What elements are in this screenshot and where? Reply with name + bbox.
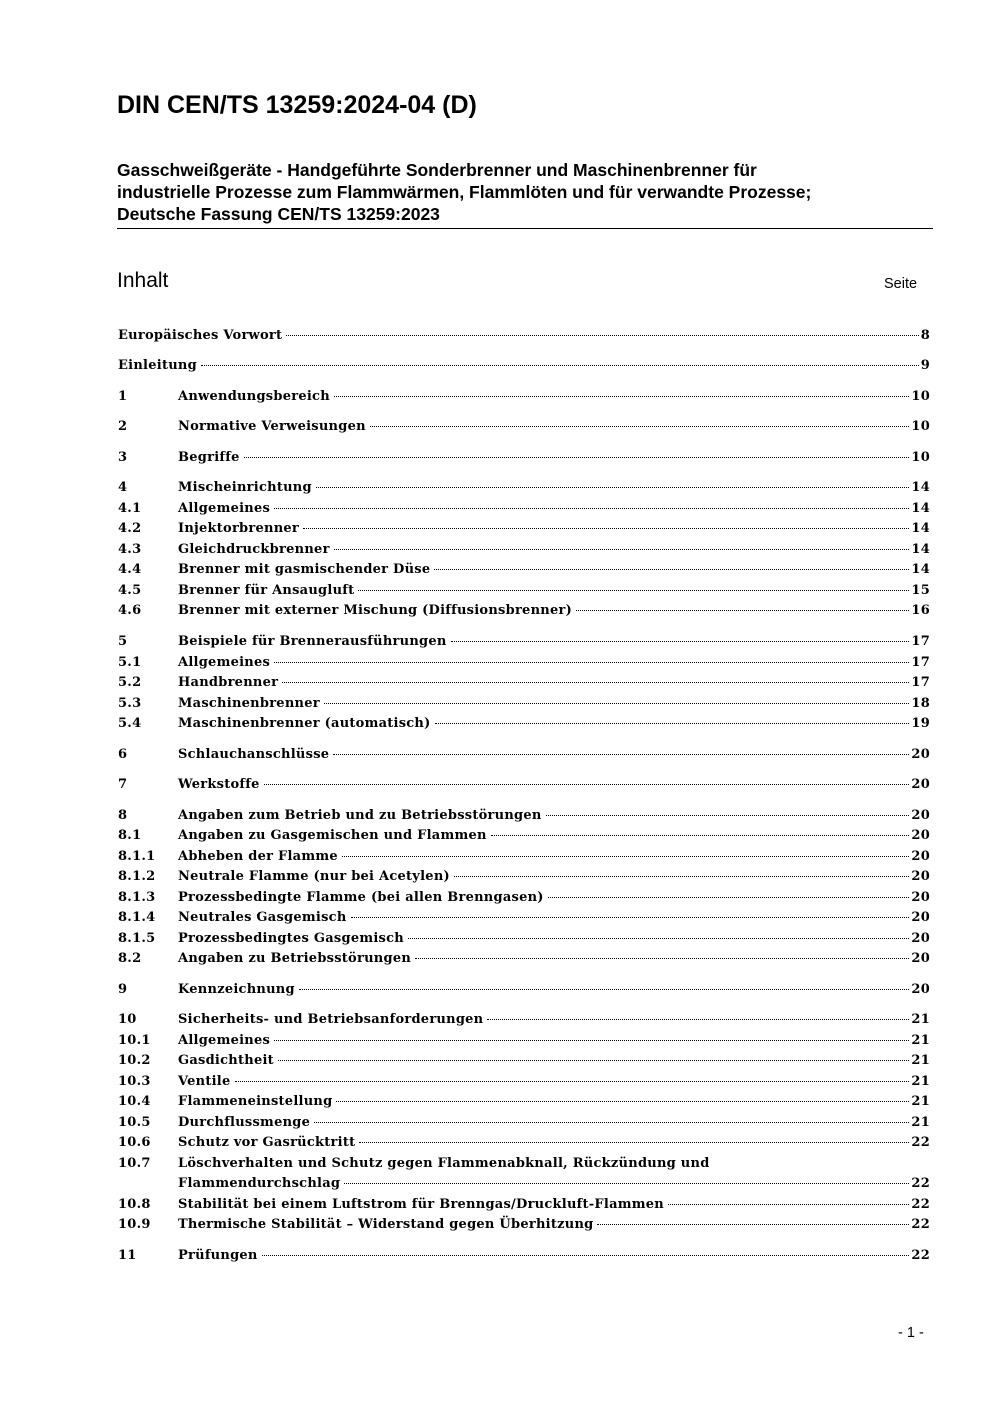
toc-entry[interactable] [118, 775, 930, 795]
toc-leader-dots [201, 365, 919, 366]
toc-entry[interactable] [118, 478, 930, 498]
toc-leader-dots [597, 1224, 909, 1225]
toc-leader-dots [415, 958, 909, 959]
page-column-label: Seite [884, 276, 918, 292]
toc-entry[interactable] [118, 519, 930, 539]
toc-entry[interactable] [118, 1246, 930, 1266]
toc-entry-page: 10 [911, 450, 930, 465]
toc-entry-title: Thermische Stabilität – Widerstand gegen Überhitzung [178, 1217, 594, 1232]
toc-entry-page: 20 [911, 982, 930, 997]
toc-entry-page: 21 [911, 1033, 930, 1048]
toc-entry[interactable] [118, 867, 930, 887]
title-line: Deutsche Fassung CEN/TS 13259:2023 [117, 204, 440, 224]
toc-entry[interactable] [118, 714, 930, 734]
toc-leader-dots [359, 1142, 909, 1143]
toc-entry-number: 4 [118, 480, 128, 495]
toc-entry-page: 22 [911, 1217, 930, 1232]
toc-leader-dots [334, 549, 910, 550]
toc-entry-number: 1 [118, 389, 128, 404]
toc-entry-title: Schlauchanschlüsse [178, 747, 330, 762]
toc-entry[interactable] [118, 1031, 930, 1051]
toc-leader-dots [454, 876, 909, 877]
toc-entry[interactable] [118, 1215, 930, 1235]
toc-entry-number: 10 [118, 1012, 137, 1027]
toc-entry-page: 20 [911, 931, 930, 946]
toc-entry[interactable] [118, 1113, 930, 1133]
toc-leader-dots [576, 610, 909, 611]
toc-entry-page: 21 [911, 1074, 930, 1089]
toc-leader-dots [435, 723, 910, 724]
toc-entry-page: 10 [911, 419, 930, 434]
toc-leader-dots [351, 917, 910, 918]
toc-entry-page: 17 [911, 655, 930, 670]
toc-entry[interactable] [118, 448, 930, 468]
toc-leader-dots [299, 989, 910, 990]
toc-entry-title: Sicherheits- und Betriebsanforderungen [178, 1012, 484, 1027]
toc-leader-dots [316, 487, 910, 488]
toc-entry-title: Ventile [178, 1074, 231, 1089]
toc-leader-dots [333, 754, 909, 755]
toc-entry-number: 4.3 [118, 542, 142, 557]
toc-entry-page: 19 [911, 716, 930, 731]
toc-entry-page: 20 [911, 910, 930, 925]
toc-entry-number: 10.6 [118, 1135, 151, 1150]
toc-leader-dots [342, 856, 910, 857]
toc-entry-title: Werkstoffe [178, 777, 260, 792]
toc-entry-page: 22 [911, 1197, 930, 1212]
toc-entry-title: Brenner mit externer Mischung (Diffusionsbrenner) [178, 603, 572, 618]
toc-entry-number: 10.1 [118, 1033, 151, 1048]
toc-entry-page: 20 [911, 747, 930, 762]
toc-entry[interactable] [118, 949, 930, 969]
toc-entry[interactable] [118, 745, 930, 765]
toc-entry-title: Beispiele für Brennerausführungen [178, 634, 447, 649]
toc-entry-page: 21 [911, 1115, 930, 1130]
toc-entry[interactable] [118, 673, 930, 693]
toc-entry[interactable] [118, 632, 930, 652]
toc-entry-title: Flammeneinstellung [178, 1094, 333, 1109]
toc-leader-dots [668, 1204, 909, 1205]
toc-entry-page: 8 [920, 328, 930, 343]
toc-entry[interactable] [118, 653, 930, 673]
toc-entry-title: Neutrales Gasgemisch [178, 910, 347, 925]
toc-entry-title: Allgemeines [178, 501, 271, 516]
toc-entry-page: 17 [911, 634, 930, 649]
toc-entry-page: 14 [911, 501, 930, 516]
toc-entry-title: Prozessbedingte Flamme (bei allen Brenngasen) [178, 890, 544, 905]
toc-entry-page: 20 [911, 869, 930, 884]
toc-entry-title: Einleitung [118, 358, 197, 373]
toc-entry[interactable] [118, 326, 930, 346]
toc-leader-dots [344, 1183, 909, 1184]
toc-entry-title: Maschinenbrenner (automatisch) [178, 716, 431, 731]
toc-entry-number: 8.1.5 [118, 931, 156, 946]
toc-leader-dots [324, 703, 910, 704]
toc-entry-title: Allgemeines [178, 655, 271, 670]
toc-entry[interactable] [118, 499, 930, 519]
toc-leader-dots [546, 815, 910, 816]
toc-entry-number: 8.1.4 [118, 910, 156, 925]
toc-leader-dots [491, 835, 910, 836]
toc-entry[interactable] [118, 1051, 930, 1071]
toc-entry-title: Angaben zu Gasgemischen und Flammen [178, 828, 487, 843]
toc-entry-page: 16 [911, 603, 930, 618]
toc-leader-dots [451, 641, 910, 642]
toc-entry-title: Injektorbrenner [178, 521, 300, 536]
toc-entry-title: Handbrenner [178, 675, 279, 690]
toc-entry-title: Neutrale Flamme (nur bei Acetylen) [178, 869, 450, 884]
toc-entry[interactable] [118, 540, 930, 560]
contents-heading: Inhalt [117, 269, 169, 292]
toc-entry[interactable] [118, 1010, 930, 1030]
toc-entry-title: Maschinenbrenner [178, 696, 320, 711]
toc-entry-number: 5.1 [118, 655, 142, 670]
toc-entry-number: 11 [118, 1248, 137, 1263]
toc-entry-page: 22 [911, 1176, 930, 1191]
toc-entry[interactable] [118, 929, 930, 949]
toc-leader-dots [303, 528, 909, 529]
toc-entry-title: Anwendungsbereich [178, 389, 330, 404]
document-title [117, 159, 933, 229]
toc-entry-number: 10.4 [118, 1094, 151, 1109]
toc-entry-number: 5 [118, 634, 128, 649]
toc-leader-dots [408, 938, 909, 939]
toc-entry-page: 21 [911, 1012, 930, 1027]
toc-entry-number: 5.2 [118, 675, 142, 690]
toc-entry-number: 8 [118, 808, 128, 823]
toc-entry[interactable] [118, 581, 930, 601]
toc-entry[interactable] [118, 847, 930, 867]
toc-entry-page: 20 [911, 777, 930, 792]
toc-entry-page: 21 [911, 1094, 930, 1109]
toc-entry-number: 4.6 [118, 603, 142, 618]
toc-entry-number: 8.2 [118, 951, 142, 966]
toc-entry-title: Prozessbedingtes Gasgemisch [178, 931, 404, 946]
toc-entry-title: Brenner mit gasmischender Düse [178, 562, 431, 577]
toc-entry-page: 21 [911, 1053, 930, 1068]
toc-entry-page: 18 [911, 696, 930, 711]
toc-entry-page: 20 [911, 828, 930, 843]
toc-entry-title: Begriffe [178, 450, 240, 465]
toc-entry[interactable] [118, 387, 930, 407]
page-number: - 1 - [898, 1325, 924, 1341]
toc-entry[interactable] [118, 888, 930, 908]
toc-entry-number: 2 [118, 419, 128, 434]
toc-leader-dots [244, 457, 910, 458]
title-line: Gasschweißgeräte - Handgeführte Sonderbrenner und Maschinenbrenner für [117, 160, 757, 180]
toc-entry-number: 10.3 [118, 1074, 151, 1089]
toc-leader-dots [235, 1081, 910, 1082]
toc-entry-title: Gleichdruckbrenner [178, 542, 330, 557]
toc-entry[interactable] [118, 560, 930, 580]
toc-leader-dots [336, 1101, 909, 1102]
toc-entry-page: 14 [911, 562, 930, 577]
toc-entry-number: 5.4 [118, 716, 142, 731]
toc-leader-dots [334, 396, 910, 397]
toc-entry-title: Angaben zu Betriebsstörungen [178, 951, 412, 966]
toc-entry-number: 8.1.2 [118, 869, 156, 884]
toc-entry-page: 20 [911, 951, 930, 966]
toc-leader-dots [358, 590, 909, 591]
toc-entry[interactable] [118, 1154, 930, 1174]
toc-leader-dots [262, 1255, 910, 1256]
toc-entry-title: Gasdichtheit [178, 1053, 274, 1068]
toc-entry-title: Abheben der Flamme [178, 849, 338, 864]
toc-entry[interactable] [118, 417, 930, 437]
toc-entry-number: 8.1 [118, 828, 142, 843]
toc-entry-page: 14 [911, 542, 930, 557]
toc-entry-number: 5.3 [118, 696, 142, 711]
toc-entry-page: 14 [911, 480, 930, 495]
toc-entry-title: Durchflussmenge [178, 1115, 311, 1130]
toc-entry-page: 22 [911, 1248, 930, 1263]
toc-entry-number: 4.4 [118, 562, 142, 577]
title-line: industrielle Prozesse zum Flammwärmen, Flammlöten und für verwandte Prozesse; [117, 182, 812, 202]
toc-entry[interactable] [118, 980, 930, 1000]
toc-entry-title: Brenner für Ansaugluft [178, 583, 355, 598]
toc-entry-title: Europäisches Vorwort [118, 328, 283, 343]
toc-leader-dots [370, 426, 910, 427]
toc-entry-number: 9 [118, 982, 128, 997]
toc-leader-dots [274, 662, 909, 663]
toc-leader-dots [487, 1019, 909, 1020]
toc-entry[interactable] [118, 908, 930, 928]
toc-entry-number: 4.2 [118, 521, 142, 536]
toc-leader-dots [434, 569, 909, 570]
toc-entry-number: 4.1 [118, 501, 142, 516]
toc-entry-page: 10 [911, 389, 930, 404]
toc-leader-dots [278, 1060, 909, 1061]
toc-entry-title: Mischeinrichtung [178, 480, 312, 495]
toc-entry-title: Allgemeines [178, 1033, 271, 1048]
toc-entry-page: 17 [911, 675, 930, 690]
toc-leader-dots [548, 897, 910, 898]
toc-entry-title: Löschverhalten und Schutz gegen Flammenabknall, Rückzündung und [178, 1156, 710, 1171]
toc-leader-dots [264, 784, 910, 785]
toc-entry-title: Prüfungen [178, 1248, 258, 1263]
toc-entry[interactable] [118, 1195, 930, 1215]
toc-entry-number: 4.5 [118, 583, 142, 598]
toc-entry-page: 14 [911, 521, 930, 536]
toc-entry[interactable] [118, 1133, 930, 1153]
toc-entry-number: 10.8 [118, 1197, 151, 1212]
toc-entry-number: 8.1.3 [118, 890, 156, 905]
toc-entry-number: 10.5 [118, 1115, 151, 1130]
toc-entry-page: 15 [911, 583, 930, 598]
toc-entry-number: 6 [118, 747, 128, 762]
toc-entry-number: 3 [118, 450, 128, 465]
toc-entry-number: 10.7 [118, 1156, 151, 1171]
toc-entry-title: Flammendurchschlag [178, 1176, 341, 1191]
toc-entry-title: Normative Verweisungen [178, 419, 366, 434]
toc-leader-dots [314, 1122, 909, 1123]
toc-entry-page: 20 [911, 849, 930, 864]
toc-entry-number: 10.2 [118, 1053, 151, 1068]
toc-entry[interactable] [178, 1174, 930, 1194]
toc-entry-title: Stabilität bei einem Luftstrom für Brenngas/Druckluft-Flammen [178, 1197, 664, 1212]
toc-entry[interactable] [118, 694, 930, 714]
toc-leader-dots [274, 508, 909, 509]
toc-entry-title: Schutz vor Gasrücktritt [178, 1135, 356, 1150]
toc-entry[interactable] [118, 601, 930, 621]
toc-leader-dots [282, 682, 909, 683]
toc-entry[interactable] [118, 826, 930, 846]
toc-entry-page: 9 [920, 358, 930, 373]
toc-entry-page: 20 [911, 808, 930, 823]
toc-entry[interactable] [118, 1092, 930, 1112]
toc-entry-number: 8.1.1 [118, 849, 156, 864]
toc-leader-dots [274, 1040, 909, 1041]
toc-entry-number: 10.9 [118, 1217, 151, 1232]
standard-id: DIN CEN/TS 13259:2024-04 (D) [117, 91, 477, 119]
toc-entry-number: 7 [118, 777, 128, 792]
toc-entry[interactable] [118, 1072, 930, 1092]
toc-entry[interactable] [118, 356, 930, 376]
toc-entry-title: Kennzeichnung [178, 982, 295, 997]
toc-entry-page: 22 [911, 1135, 930, 1150]
toc-leader-dots [286, 335, 918, 336]
toc-entry-page: 20 [911, 890, 930, 905]
toc-entry-title: Angaben zum Betrieb und zu Betriebsstörungen [178, 808, 542, 823]
toc-entry[interactable] [118, 806, 930, 826]
